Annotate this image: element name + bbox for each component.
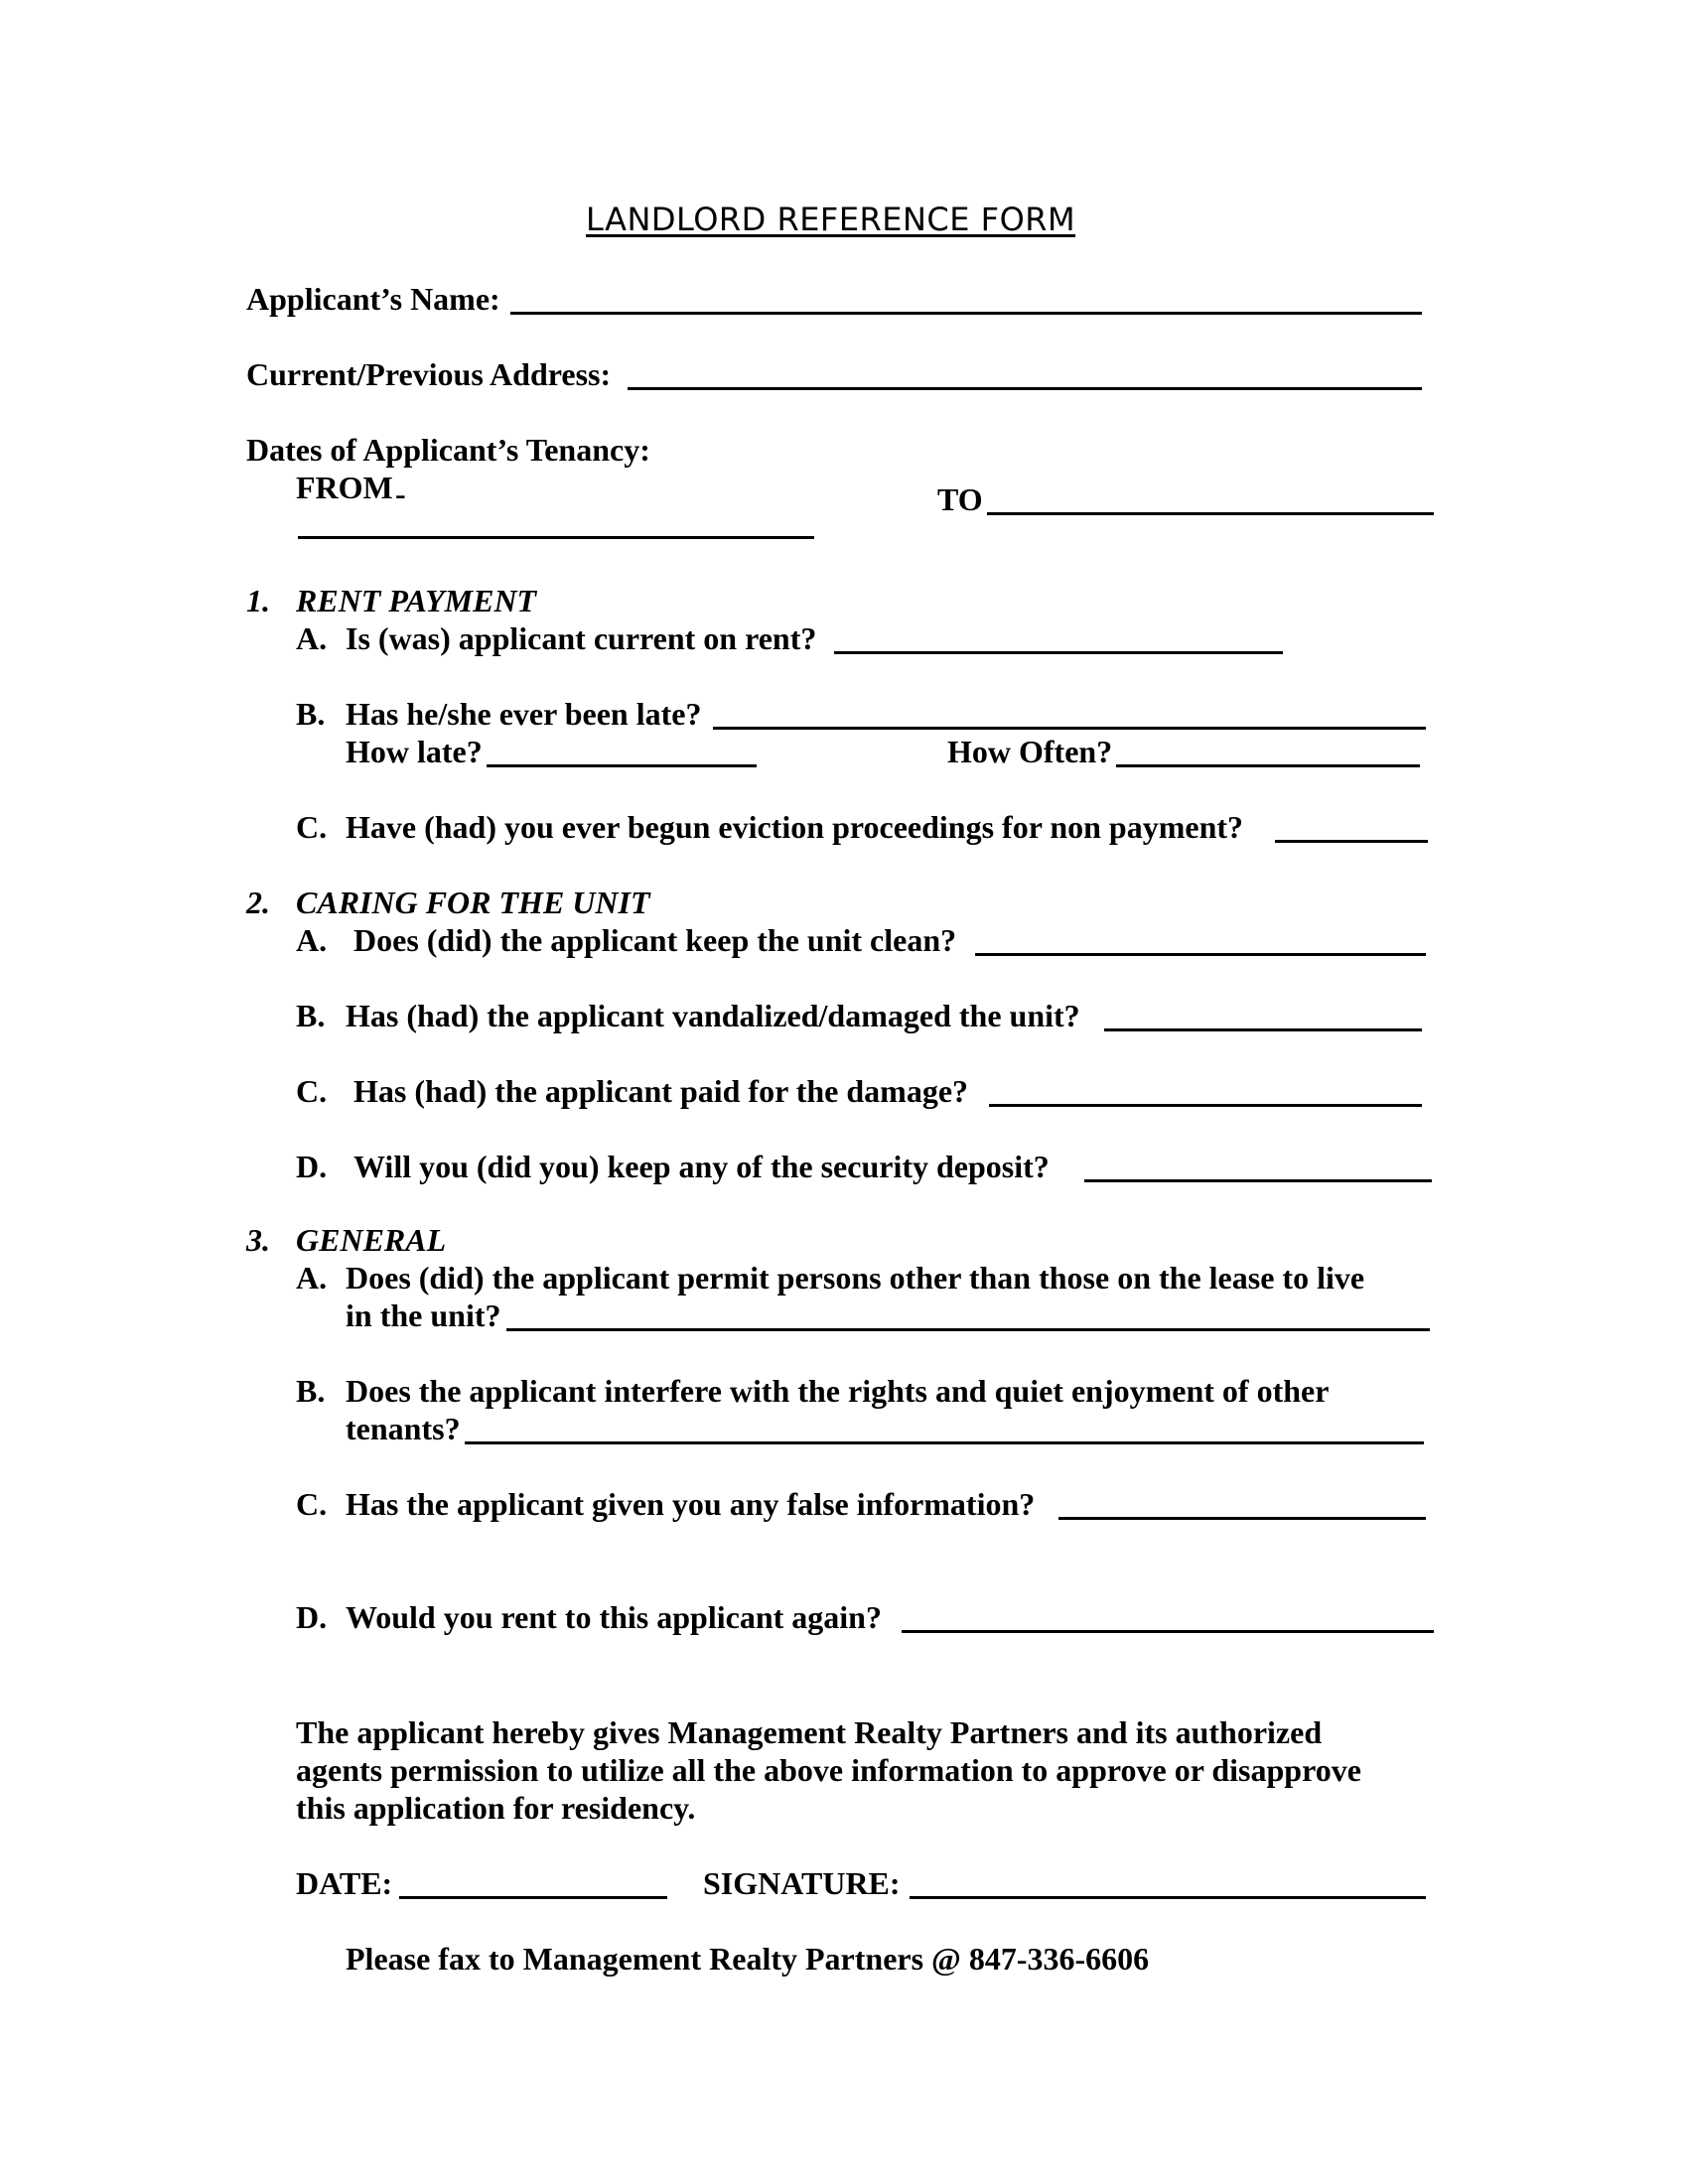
question-other-persons-cont: in the unit?	[346, 1297, 501, 1333]
date-label: DATE:	[296, 1865, 393, 1901]
question-vandalized: Has (had) the applicant vandalized/damaged the unit?	[346, 998, 1080, 1033]
date-line[interactable]	[399, 1896, 667, 1899]
tenancy-dates-label: Dates of Applicant’s Tenancy:	[246, 432, 650, 468]
form-title: LANDLORD REFERENCE FORM	[586, 201, 1076, 238]
from-mark: -	[395, 476, 406, 511]
answer-how-late-line[interactable]	[487, 764, 757, 767]
question-letter: C.	[296, 809, 328, 845]
answer-current-on-rent-line[interactable]	[834, 651, 1283, 654]
question-other-persons: Does (did) the applicant permit persons other than those on the lease to live	[346, 1260, 1365, 1296]
question-letter: A.	[296, 922, 328, 958]
answer-security-deposit-line[interactable]	[1084, 1179, 1432, 1182]
question-eviction: Have (had) you ever begun eviction proceedings for non payment?	[346, 809, 1244, 845]
question-ever-late: Has he/she ever been late?	[346, 696, 702, 732]
answer-unit-clean-line[interactable]	[975, 953, 1426, 956]
question-interfere: Does the applicant interfere with the rights and quiet enjoyment of other	[346, 1373, 1330, 1409]
fax-instruction: Please fax to Management Realty Partners @ 847-336-6606	[346, 1941, 1150, 1977]
question-false-info: Has the applicant given you any false information?	[346, 1486, 1036, 1522]
question-paid-damage: Has (had) the applicant paid for the damage?	[353, 1073, 969, 1109]
answer-rent-again-line[interactable]	[902, 1630, 1434, 1633]
section-number: 3.	[246, 1222, 270, 1258]
consent-line-2: agents permission to utilize all the above information to approve or disapprove	[296, 1752, 1361, 1788]
answer-vandalized-line[interactable]	[1104, 1028, 1422, 1031]
section-number: 2.	[246, 885, 270, 920]
from-line[interactable]	[298, 536, 814, 539]
answer-interfere-line[interactable]	[465, 1441, 1424, 1444]
question-letter: B.	[296, 1373, 326, 1409]
to-label: TO	[937, 481, 983, 517]
answer-false-info-line[interactable]	[1058, 1517, 1426, 1520]
question-letter: B.	[296, 998, 326, 1033]
answer-eviction-line[interactable]	[1275, 840, 1428, 843]
how-late-label: How late?	[346, 734, 483, 769]
question-letter: A.	[296, 620, 328, 656]
question-letter: A.	[296, 1260, 328, 1296]
address-line[interactable]	[628, 387, 1422, 390]
question-letter: D.	[296, 1599, 328, 1635]
address-label: Current/Previous Address:	[246, 356, 612, 392]
consent-line-3: this application for residency.	[296, 1790, 696, 1826]
section-heading-caring-for-unit: CARING FOR THE UNIT	[296, 885, 650, 920]
to-line[interactable]	[987, 512, 1434, 515]
section-number: 1.	[246, 583, 270, 618]
section-heading-rent-payment: RENT PAYMENT	[296, 583, 537, 618]
question-interfere-cont: tenants?	[346, 1411, 461, 1446]
signature-label: SIGNATURE:	[703, 1865, 901, 1901]
answer-how-often-line[interactable]	[1116, 764, 1420, 767]
how-often-label: How Often?	[947, 734, 1113, 769]
answer-paid-damage-line[interactable]	[989, 1104, 1422, 1107]
question-current-on-rent: Is (was) applicant current on rent?	[346, 620, 817, 656]
question-letter: C.	[296, 1486, 328, 1522]
applicant-name-line[interactable]	[510, 312, 1422, 315]
answer-ever-late-line[interactable]	[713, 727, 1426, 730]
from-label: FROM	[296, 470, 393, 505]
question-letter: D.	[296, 1149, 328, 1184]
applicant-name-label: Applicant’s Name:	[246, 281, 500, 317]
question-unit-clean: Does (did) the applicant keep the unit clean?	[353, 922, 957, 958]
question-rent-again: Would you rent to this applicant again?	[346, 1599, 882, 1635]
section-heading-general: GENERAL	[296, 1222, 447, 1258]
question-letter: C.	[296, 1073, 328, 1109]
question-letter: B.	[296, 696, 326, 732]
consent-line-1: The applicant hereby gives Management Realty Partners and its authorized	[296, 1714, 1323, 1750]
signature-line[interactable]	[910, 1896, 1426, 1899]
question-security-deposit: Will you (did you) keep any of the security deposit?	[353, 1149, 1050, 1184]
answer-other-persons-line[interactable]	[506, 1328, 1430, 1331]
